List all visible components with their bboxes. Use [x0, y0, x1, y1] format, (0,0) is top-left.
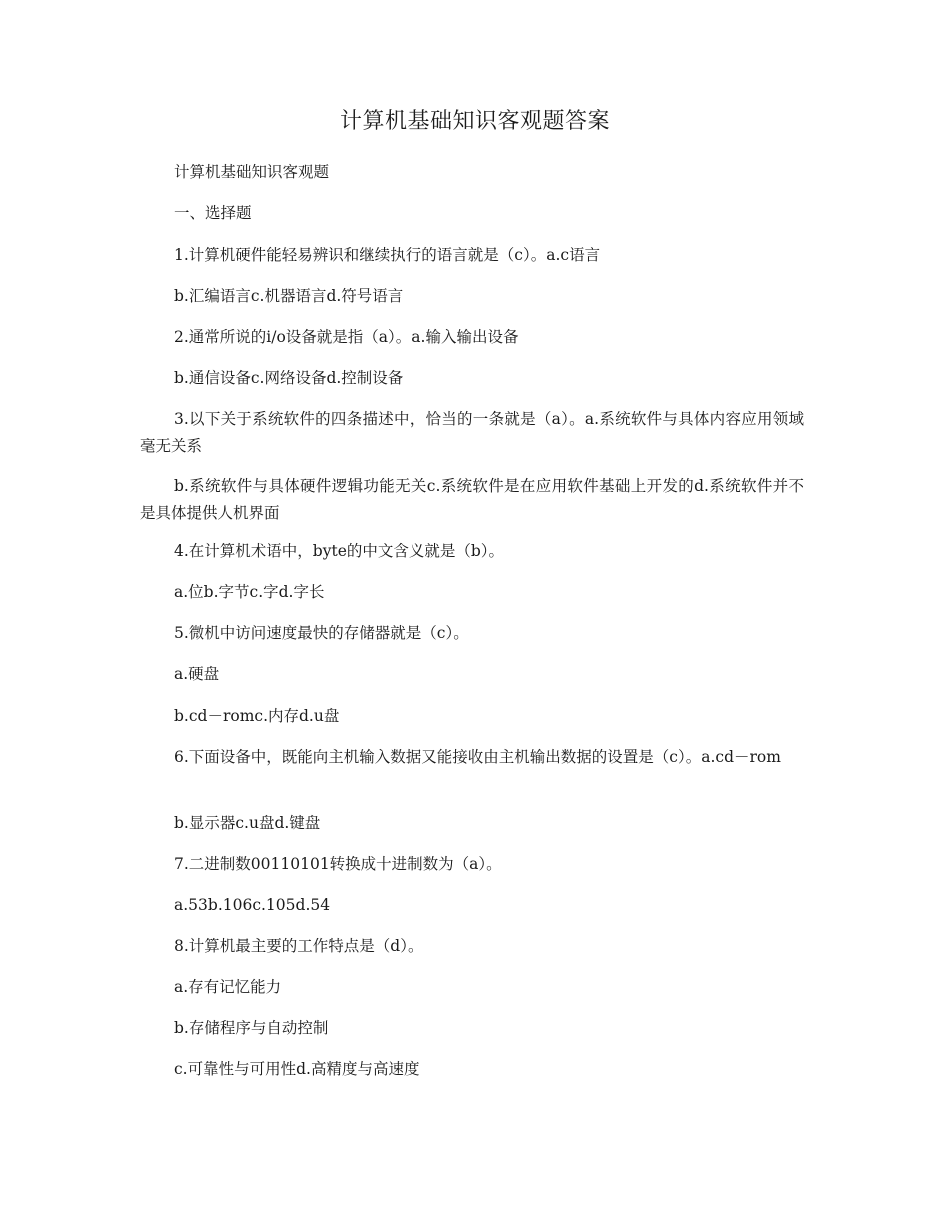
- paragraph-heading: 计算机基础知识客观题: [174, 163, 330, 181]
- question-3: 3.以下关于系统软件的四条描述中，恰当的一条就是（a）。a.系统软件与具体内容应用领域毫无关系: [140, 410, 804, 455]
- paragraph-section-title: 一、选择题: [174, 204, 252, 222]
- question-5: 5.微机中访问速度最快的存储器就是（c）。: [174, 624, 469, 642]
- question-6: 6.下面设备中，既能向主机输入数据又能接收由主机输出数据的设置是（c）。a.cd－rom: [174, 748, 781, 766]
- question-7-options: a.53b.106c.105d.54: [174, 896, 331, 914]
- question-2: 2.通常所说的i/o设备就是指（a）。a.输入输出设备: [174, 328, 519, 346]
- question-8-option-a: a.存有记忆能力: [174, 978, 282, 996]
- question-7: 7.二进制数00110101转换成十进制数为（a）。: [174, 855, 502, 873]
- question-5-option-a: a.硬盘: [174, 665, 220, 683]
- question-8-option-b: b.存储程序与自动控制: [174, 1019, 329, 1037]
- question-4-options: a.位b.字节c.字d.字长: [174, 583, 325, 601]
- question-4: 4.在计算机术语中，byte的中文含义就是（b）。: [174, 542, 505, 560]
- question-3-options: b.系统软件与具体硬件逻辑功能无关c.系统软件是在应用软件基础上开发的d.系统软件并不是具体提供人机界面: [140, 477, 804, 522]
- document-title: 计算机基础知识客观题答案: [339, 109, 610, 134]
- question-8-options-cd: c.可靠性与可用性d.高精度与高速度: [174, 1060, 420, 1078]
- question-6-options: b.显示器c.u盘d.键盘: [174, 814, 321, 832]
- question-8: 8.计算机最主要的工作特点是（d）。: [174, 937, 424, 955]
- question-5-options: b.cd－romc.内存d.u盘: [174, 707, 340, 725]
- question-1-options: b.汇编语言c.机器语言d.符号语言: [174, 287, 404, 305]
- question-1: 1.计算机硬件能轻易辨识和继续执行的语言就是（c）。a.c语言: [174, 246, 601, 264]
- question-2-options: b.通信设备c.网络设备d.控制设备: [174, 369, 404, 387]
